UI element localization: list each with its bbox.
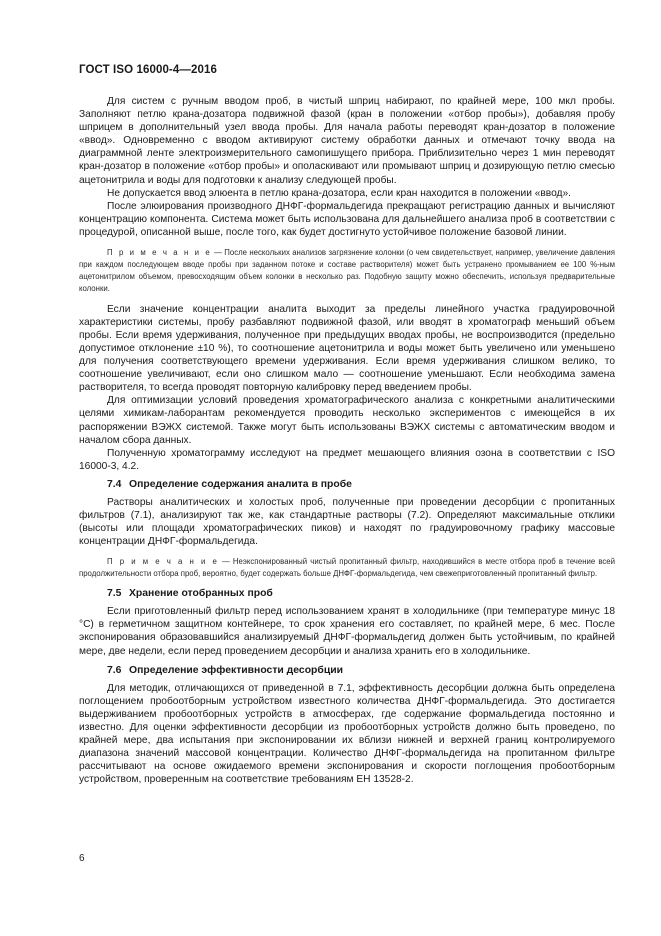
section-heading-7-5 [79, 587, 615, 600]
note [79, 247, 615, 295]
paragraph: После элюирования производного ДНФГ-формальдегида прекращают регистрацию данных и вычисляют концентрацию компонента. Система может быть использована для дальнейшего анализа проб в соответствии с процедурой, описанной выше, после того, как будет достигнуто устойчивое положение базовой линии. [79, 200, 615, 238]
note-text: — После нескольких анализов загрязнение колонки (о чем свидетельствует, например, увеличение давления при каждом последующем вводе пробы при заданном потоке и составе растворителя) может быть устранено промыванием ее 100 %-ным ацетонитрилом объемом, превосходящим объем колонки в несколько раз. Подобную защиту можно обеспечить, используя предварительные колонки. [79, 248, 615, 293]
paragraph: Если значение концентрации аналита выходит за пределы линейного участка градуировочной характеристики системы, пробу разбавляют подвижной фазой, или вводят в хроматограф меньший объем пробы. Если время удерживания, полученное при предыдущих вводах пробы, не воспроизводится (предельно допустимое отклонение ±10 %), то соотношение ацетонитрила и воды может быть увеличено или уменьшено для получения соответствующего времени удерживания. Если время удерживания слишком велико, то соотношение увеличивают, если оно слишком мало — соотношение уменьшают. Если необходима замена растворителя, то всегда проводят повторную калибровку перед введением пробы. [79, 303, 615, 394]
note-label: П р и м е ч а н и е [107, 248, 212, 258]
section-number: 7.5 [107, 588, 122, 600]
paragraph: Для систем с ручным вводом проб, в чистый шприц набирают, по крайней мере, 100 мкл пробы. Заполняют петлю крана-дозатора подвижной фазой (кран в положении «отбор пробы»), добавляя пробу шприцем в дополнительный узел ввода пробы. Для начала работы переводят кран-дозатор в положение «ввод». Одновременно с вводом активируют систему обработки данных и отмечают точку ввода на диаграммной ленте электроизмерительного самопишущего прибора. Приблизительно через 1 мин переводят кран-дозатор в положение «отбор пробы» и ополаскивают или промывают шприц и дозирующую петлю смесью ацетонитрила и воды для подготовки к анализу следующей пробы. [79, 96, 615, 186]
section-title: Определение содержания аналита в пробе [129, 478, 352, 490]
page-number: 6 [79, 853, 85, 864]
section-title: Определение эффективности десорбции [129, 664, 343, 676]
paragraph: Растворы аналитических и холостых проб, полученные при проведении десорбции с пропитанных фильтров (7.1), анализируют так же, как стандартные растворы (7.2). Определяют максимальные отклики (высоты или площади хроматографических пиков) и находят по градуировочному графику массовые концентрации ДНФГ-формальдегида. [79, 496, 615, 548]
paragraph: Не допускается ввод элюента в петлю крана-дозатора, если кран находится в положении «ввод». [107, 187, 571, 199]
paragraph: Для оптимизации условий проведения хроматографического анализа с конкретными аналитическими целями химикам-лаборантам рекомендуется проводить несколько экспериментов с имеющейся в их распоряжении ВЭЖХ системой. Также могут быть использованы ВЭЖХ системы с автоматическим вводом и началом сбора данных. [79, 395, 615, 446]
note-text: — Неэкспонированный чистый пропитанный фильтр, находившийся в месте отбора проб в течение всей продолжительности отбора проб, вероятно, будет содержать больше ДНФГ-формальдегида, чем свежеприготовленный пропитанный фильтр. [79, 557, 615, 579]
section-number: 7.4 [107, 478, 122, 490]
paragraph: Для методик, отличающихся от приведенной в 7.1, эффективность десорбции должна быть определена поглощением пробоотборным устройством известного количества ДНФГ-формальдегида. Это достигается выдерживанием пробоотборных устройств в атмосферах, где содержание формальдегида постоянно и известно. Для оценки эффективности десорбции из пробоотборных устройств должно быть проведено, по крайней мере, два испытания при экспонировании их вблизи нижней и верхней границ контролируемого диапазона значений массовой концентрации. Количество ДНФГ-формальдегида на пропитанном фильтре рассчитывают на основе ожидаемого времени экспонирования и скорости поглощения пробоотборным устройством, проверенным на соответствие требованиям ЕН 13528-2. [79, 682, 615, 786]
document-body [79, 95, 615, 786]
section-heading-7-6 [79, 664, 615, 677]
paragraph: Полученную хроматограмму исследуют на предмет мешающего влияния озона в соответствии с ISO 16000-3, 4.2. [79, 447, 615, 472]
section-title: Хранение отобранных проб [129, 588, 273, 600]
note [79, 556, 615, 580]
paragraph: Если приготовленный фильтр перед использованием хранят в холодильнике (при температуре минус 18 °С) в герметичном защитном контейнере, то срок хранения его составляет, по крайней мере, 6 мес. После экспонирования образовавшийся анализируемый ДНФГ-формальдегид должен быть устойчивым, по крайней мере, две недели, если перед проведением десорбции и анализа хранить его в холодильнике. [79, 606, 615, 657]
section-number: 7.6 [107, 664, 122, 676]
note-label: П р и м е ч а н и е [107, 557, 219, 567]
section-heading-7-4 [79, 478, 615, 491]
document-header: ГОСТ ISO 16000-4—2016 [79, 64, 217, 76]
